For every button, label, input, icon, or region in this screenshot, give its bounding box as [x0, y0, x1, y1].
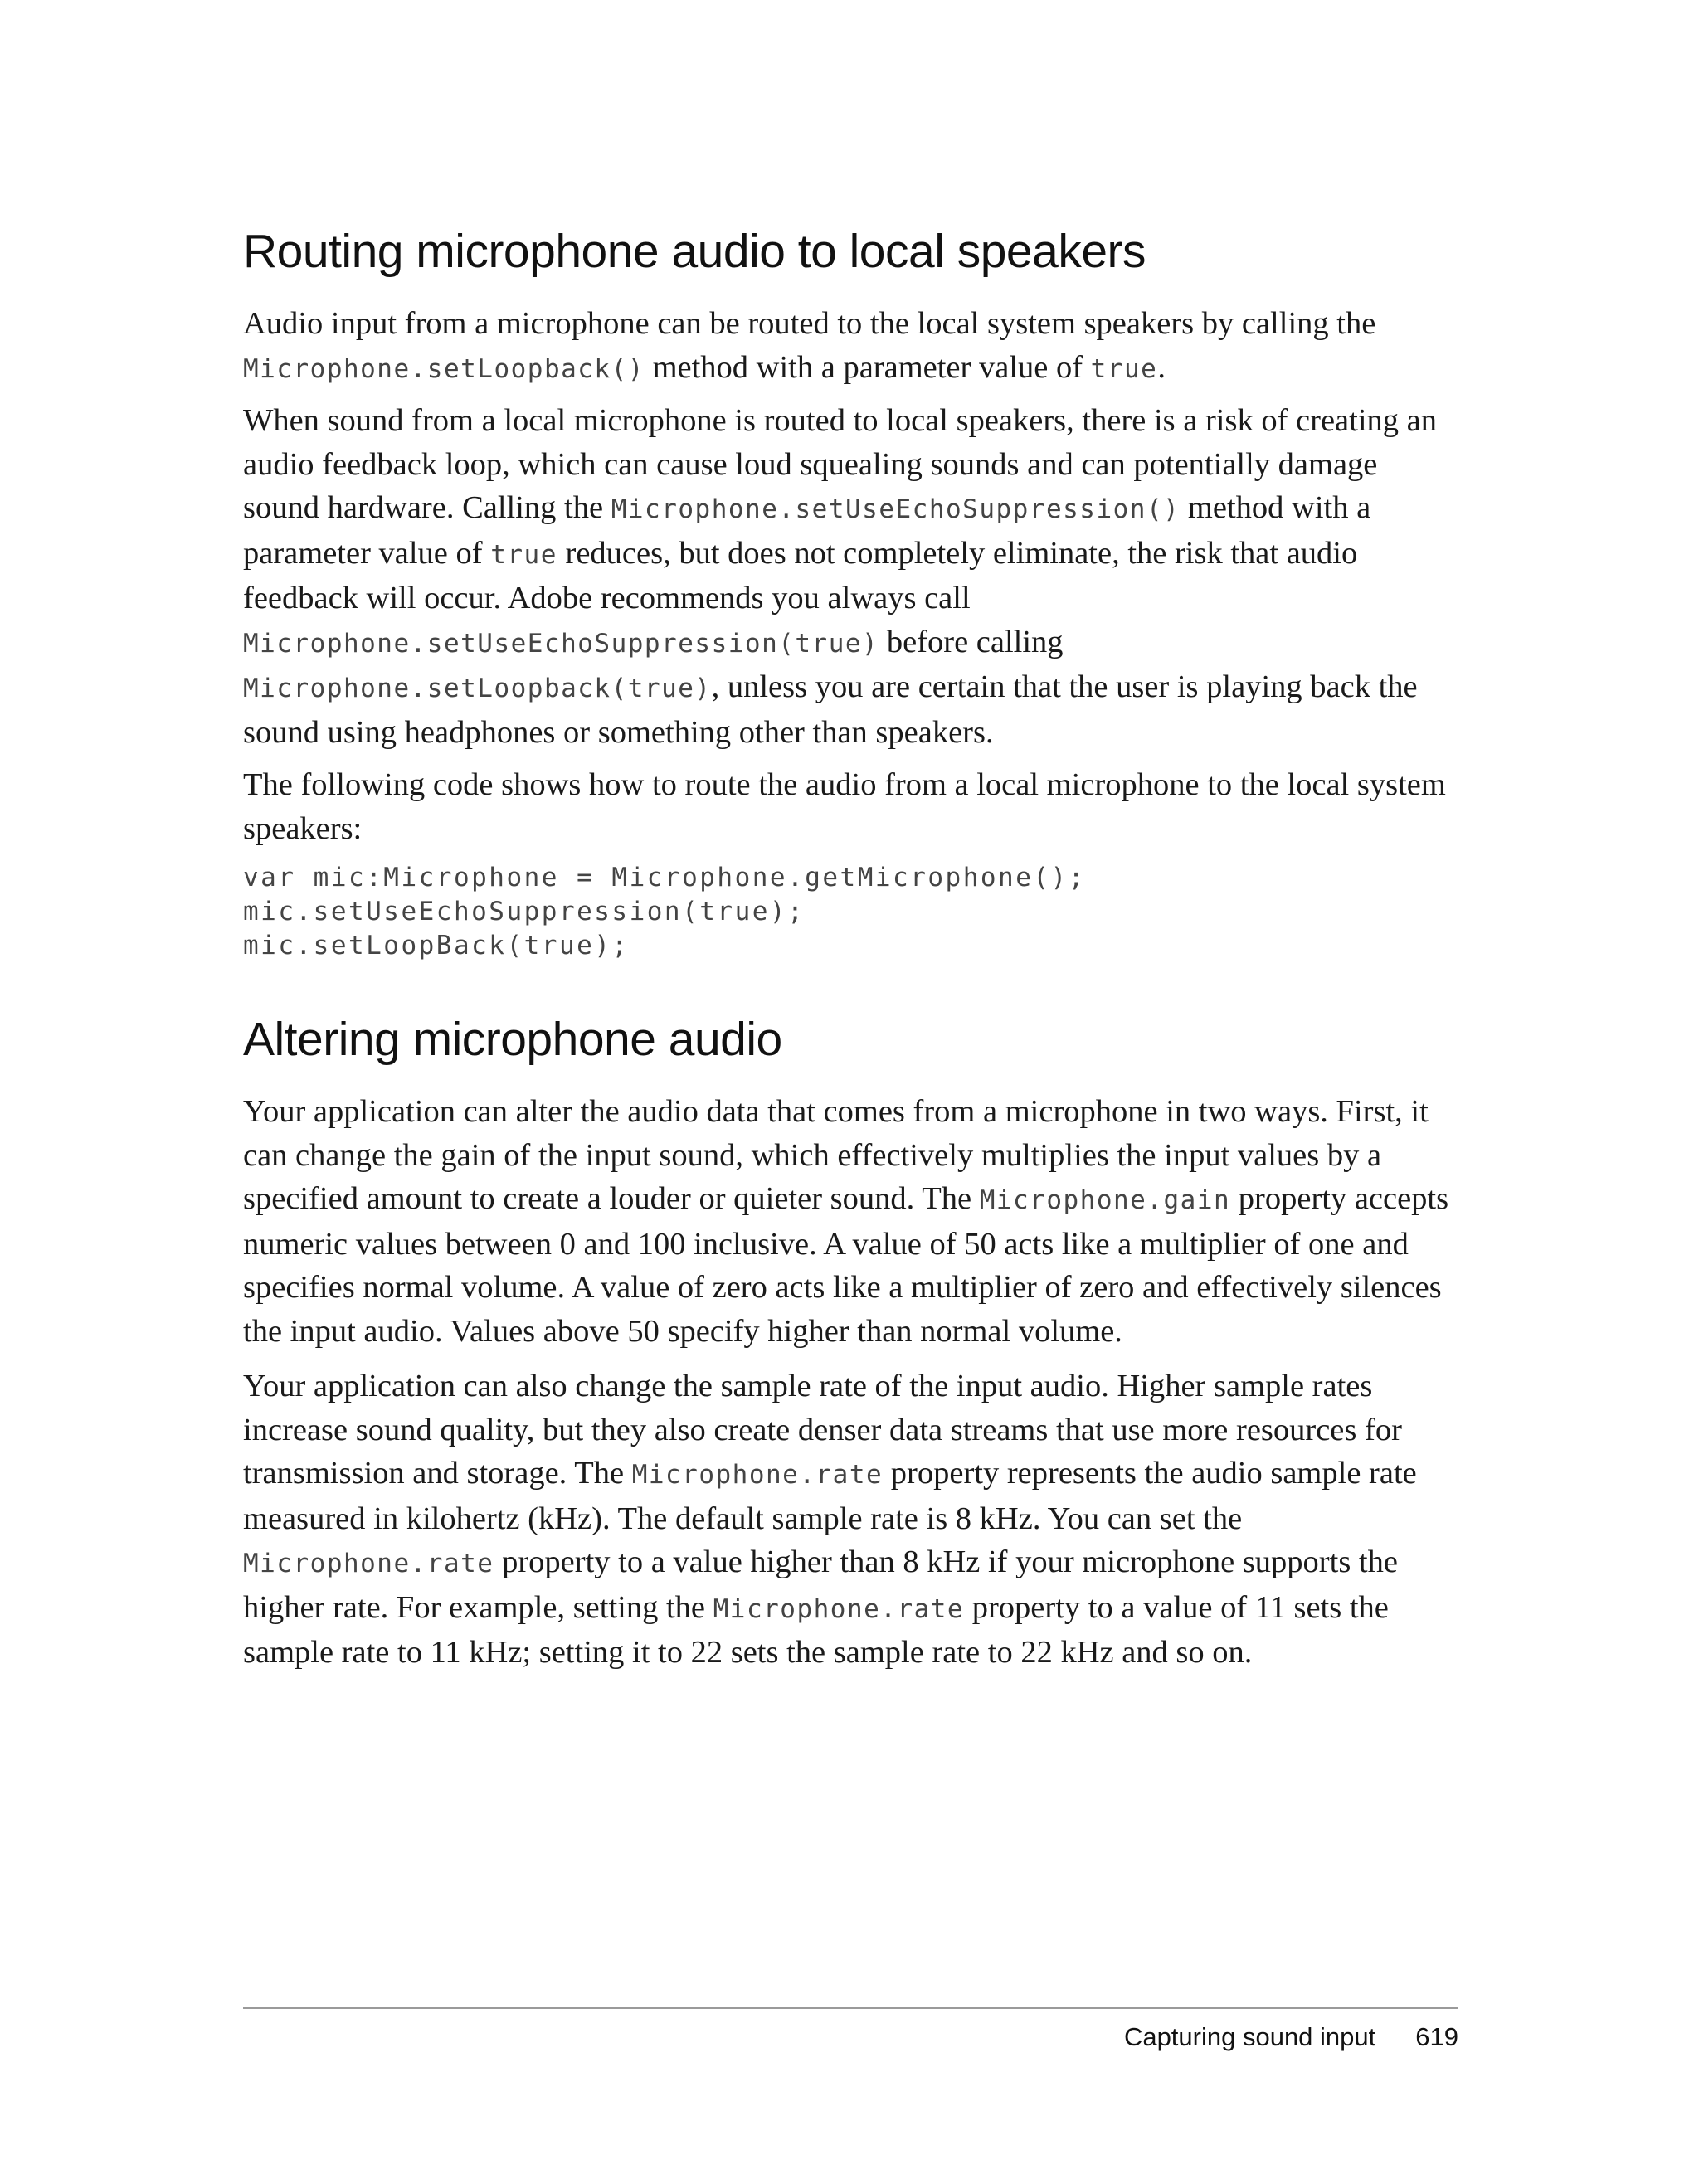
code-line: var mic:Microphone = Microphone.getMicrophone(); — [243, 863, 1086, 893]
paragraph: Your application can also change the sample rate of the input audio. Higher sample rates increase sound quality, but they also create denser data streams that use more resources for transmission and storage. The Microphone.rate property represents the audio sample rate measured in kilohertz (kHz). The default sample rate is 8 kHz. You can set the Microphone.rate property to a value higher than 8 kHz if your microphone supports the higher rate. For example, setting the Microphone.rate property to a value of 11 sets the sample rate to 11 kHz; setting it to 22 sets the sample rate to 22 kHz and so on. — [243, 1369, 1417, 1670]
inline-code: true — [1090, 353, 1158, 384]
inline-code: Microphone.setUseEchoSuppression(true) — [243, 628, 879, 659]
paragraph: When sound from a local microphone is routed to local speakers, there is a risk of creating an audio feedback loop, which can cause loud squealing sounds and can potentially damage sound hardware. Calling the Microphone.setUseEchoSuppression() method with a parameter value of true reduces, but does not completely eliminate, the risk that audio feedback will occur. Adobe recommends you always call Microphone.setUseEchoSuppression(true) before calling Microphone.setLoopback(true), unless you are certain that the user is playing back the sound using headphones or something other than speakers. — [243, 403, 1437, 750]
page-footer — [1124, 2022, 1458, 2052]
inline-code: Microphone.setLoopback(true) — [243, 674, 712, 703]
inline-code: Microphone.rate — [243, 1549, 494, 1578]
paragraph: The following code shows how to route the audio from a local microphone to the local system speakers: — [243, 767, 1446, 846]
section-heading-altering: Altering microphone audio — [243, 1013, 782, 1066]
inline-code: Microphone.gain — [979, 1185, 1231, 1215]
section-heading-routing: Routing microphone audio to local speakers — [243, 225, 1146, 278]
code-line: mic.setLoopBack(true); — [243, 931, 630, 961]
paragraph: Audio input from a microphone can be routed to the local system speakers by calling the Microphone.setLoopback() method with a parameter value of true. — [243, 306, 1376, 385]
paragraph: Your application can alter the audio data that comes from a microphone in two ways. First, it can change the gain of the input sound, which effectively multiplies the input values by a specified amount to create a louder or quieter sound. The Microphone.gain property accepts numeric values between 0 and 100 inclusive. A value of 50 acts like a multiplier of one and specifies normal volume. A value of zero acts like a multiplier of zero and effectively silences the input audio. Values above 50 specify higher than normal volume. — [243, 1094, 1449, 1349]
page-number: 619 — [1415, 2022, 1458, 2051]
footer-chapter-title: Capturing sound input — [1123, 2022, 1376, 2051]
code-block — [243, 861, 1086, 963]
footer-divider — [243, 2007, 1458, 2009]
code-line: mic.setUseEchoSuppression(true); — [243, 897, 806, 927]
inline-code: Microphone.rate — [713, 1593, 965, 1624]
inline-code: true — [490, 539, 557, 570]
inline-code: Microphone.setLoopback() — [243, 353, 645, 384]
inline-code: Microphone.setUseEchoSuppression() — [611, 494, 1181, 524]
inline-code: Microphone.rate — [631, 1460, 884, 1490]
